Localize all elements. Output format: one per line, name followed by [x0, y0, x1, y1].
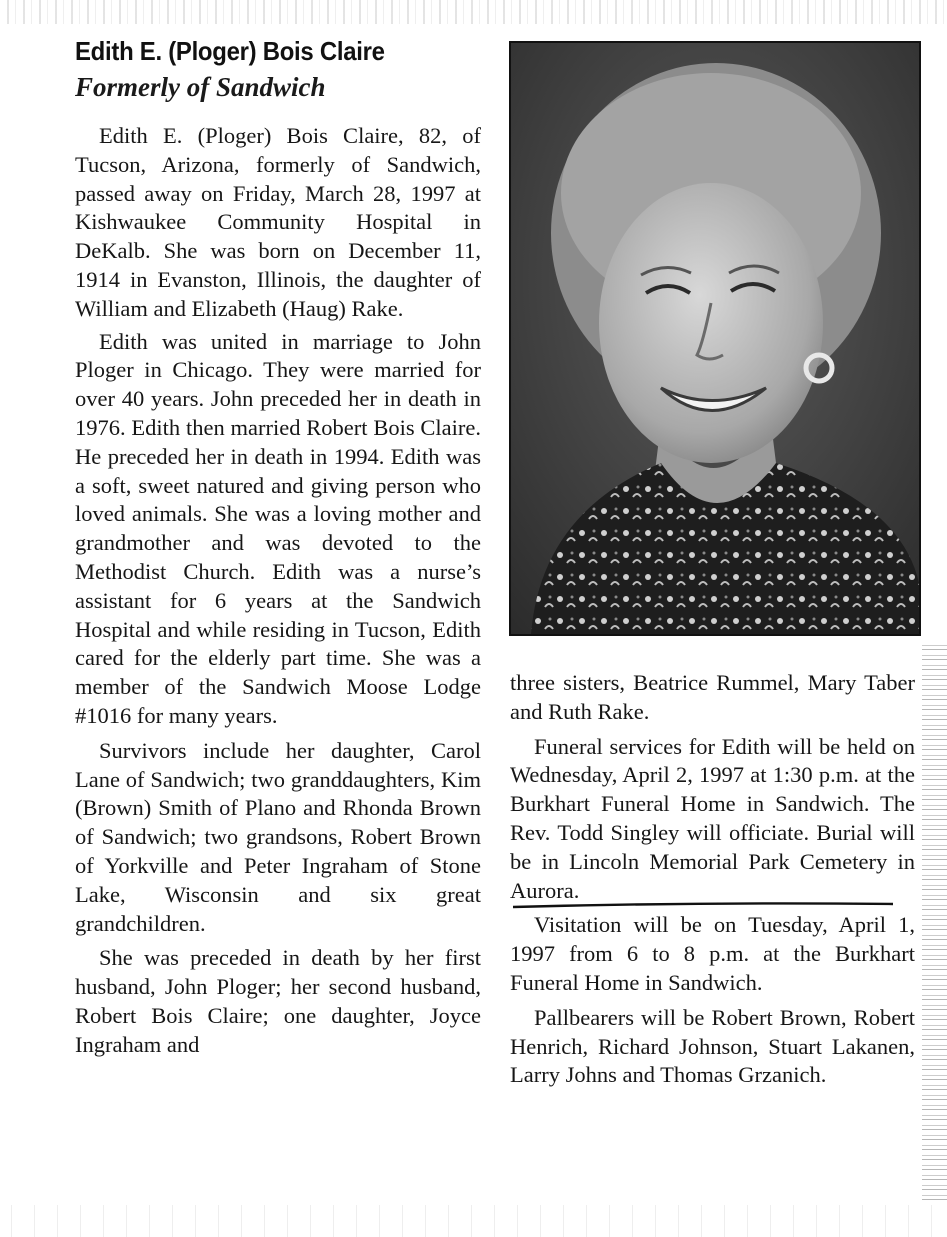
- paragraph-sisters: three sisters, Beatrice Rummel, Mary Taber and Ruth Rake.: [510, 670, 915, 724]
- clipping-right-edge: [922, 640, 947, 1200]
- paragraph-funeral: Funeral services for Edith will be held on Wednesday, April 2, 1997 at 1:30 p.m. at the Burkhart Funeral Home in Sandwich. The Rev. Todd Singley will officiate. Burial will be in Lincoln Memorial Park Cemetery in Aurora.: [510, 733, 915, 903]
- obituary-headline: Edith E. (Ploger) Bois Claire: [75, 36, 385, 66]
- right-column: [510, 669, 915, 1094]
- clipping-top-edge: [0, 0, 947, 24]
- paragraph-marriage: Edith was united in marriage to John Ploger in Chicago. They were married for over 40 years. John preceded her in death in 1976. Edith then married Robert Bois Claire. He preceded her in death in 1994. Edith was a soft, sweet natured and giving person who loved animals. She was a loving mother and grandmother and was devoted to the Methodist Church. Edith was a nurse’s assistant for 6 years at the Sandwich Hospital and while residing in Tucson, Edith cared for the elderly part time. She was a member of the Sandwich Moose Lodge #1016 for many years.: [75, 328, 481, 728]
- pen-underline-mark: [511, 901, 896, 911]
- clipping-bottom-edge: [0, 1205, 947, 1237]
- portrait-photo: [509, 41, 921, 636]
- paragraph-visitation: Visitation will be on Tuesday, April 1, 1997 from 6 to 8 p.m. at the Burkhart Funeral Home in Sandwich.: [510, 912, 915, 995]
- left-column: [75, 122, 481, 1064]
- paragraph-survivors: Survivors include her daughter, Carol Lane of Sandwich; two granddaughters, Kim (Brown) Smith of Plano and Rhonda Brown of Sandwich; two grandsons, Robert Brown of Yorkville and Peter Ingraham of Stone Lake, Wisconsin and six great grandchildren.: [75, 737, 481, 936]
- obituary-subtitle: Formerly of Sandwich: [75, 72, 326, 102]
- paragraph-pallbearers: Pallbearers will be Robert Brown, Robert Henrich, Richard Johnson, Stuart Lakanen, Larry Johns and Thomas Grzanich.: [510, 1004, 915, 1088]
- portrait-photo-icon: [511, 43, 919, 634]
- paragraph-preceded: She was preceded in death by her first husband, John Ploger; her second husband, Robert Bois Claire; one daughter, Joyce Ingraham and: [75, 945, 481, 1057]
- paragraph-intro: Edith E. (Ploger) Bois Claire, 82, of Tucson, Arizona, formerly of Sandwich, passed away on Friday, March 28, 1997 at Kishwaukee Community Hospital in DeKalb. She was born on December 11, 1914 in Evanston, Illinois, the daughter of William and Elizabeth (Haug) Rake.: [75, 123, 481, 321]
